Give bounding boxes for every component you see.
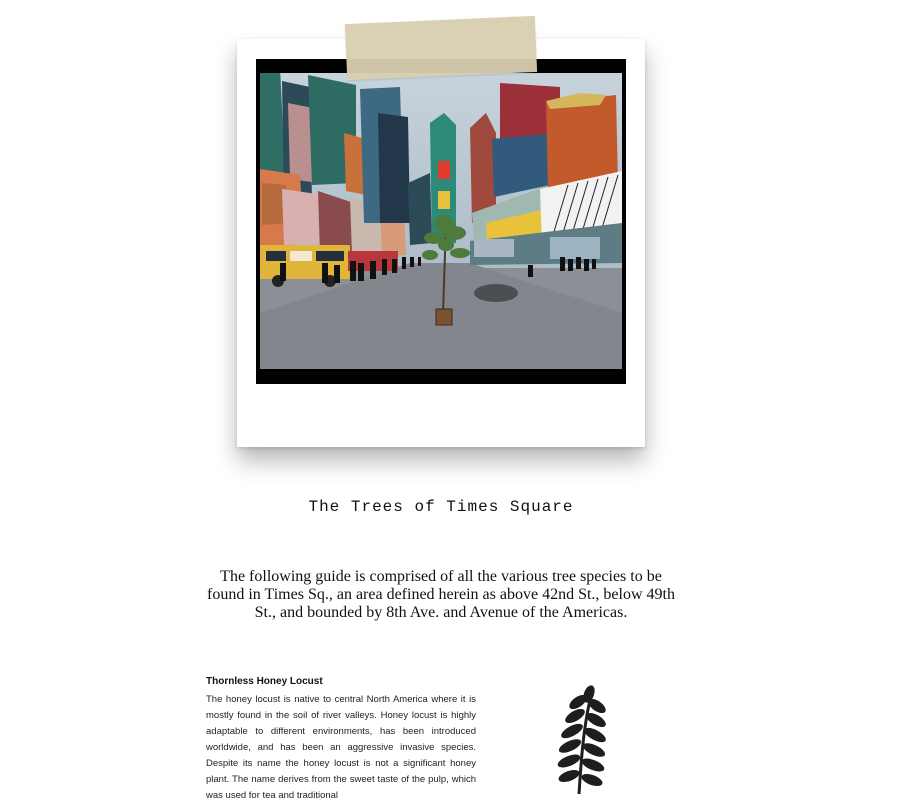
times-square-illustration bbox=[256, 59, 626, 384]
masking-tape bbox=[345, 16, 537, 80]
page-title: The Trees of Times Square bbox=[308, 498, 574, 516]
species-entry bbox=[206, 676, 476, 804]
polaroid-frame bbox=[237, 39, 645, 447]
species-name: Thornless Honey Locust bbox=[206, 676, 323, 687]
times-square-illustration-art bbox=[260, 73, 622, 369]
honey-locust-leaf-icon bbox=[545, 684, 615, 800]
intro-paragraph: The following guide is comprised of all the various tree species to be found in Times Sq., an area defined herein as above 42nd St., below 49th St., and bounded by 8th Ave. and Avenue of the Americas. bbox=[207, 568, 675, 621]
species-description: The honey locust is native to central North America where it is mostly found in the soil of river valleys. Honey locust is highly adaptable to different environments, has been introduced worldwide, and has been an aggressive invasive species. Despite its name the honey locust is not a significant honey plant. The name derives from the sweet taste of the pulp, which was used for tea and traditional bbox=[206, 694, 476, 801]
